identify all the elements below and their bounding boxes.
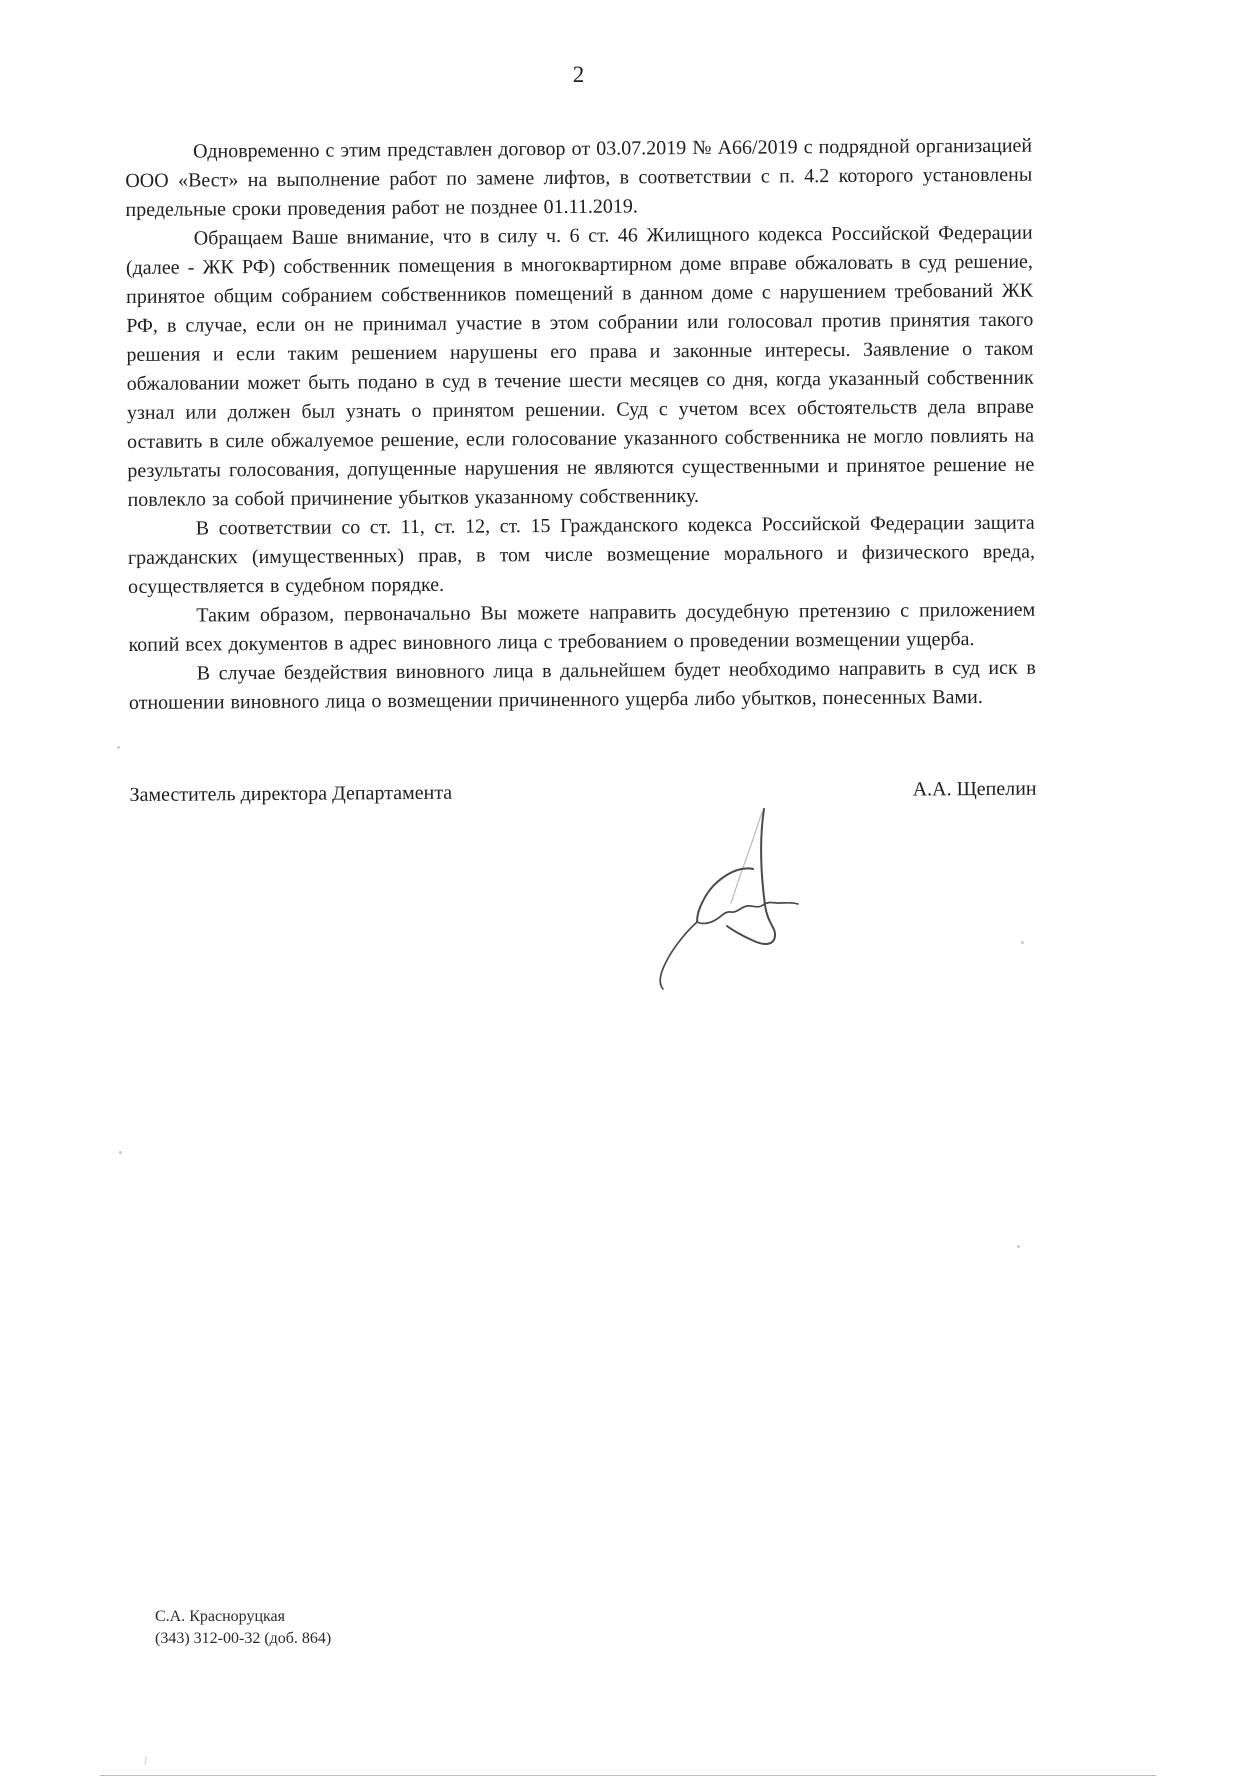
signer-position: Заместитель директора Департамента bbox=[129, 781, 453, 806]
paragraph: В соответствии со ст. 11, ст. 12, ст. 15 Гражданского кодекса Российской Федерации защита гражданских (имущественных) прав, в том числе возмещение морального и физического вреда, осуществляется в судебном порядке. bbox=[127, 511, 1035, 598]
paragraph: В случае бездействия виновного лица в дальнейшем будет необходимо направить в суд иск в отношении виновного лица о возмещении причиненного ущерба либо убытков, понесенных Вами. bbox=[128, 656, 1036, 714]
executor-name: С.А. Красноруцкая bbox=[155, 1608, 286, 1625]
executor-phone: (343) 312-00-32 (доб. 864) bbox=[155, 1630, 332, 1647]
signature-row bbox=[130, 778, 1037, 807]
scan-speck bbox=[1021, 941, 1024, 944]
paragraph: Одновременно с этим представлен договор от 03.07.2019 № А66/2019 с подрядной организацией ООО «Вест» на выполнение работ по замене лифтов, в соответствии с п. 4.2 которого установлены предельные сроки проведения работ не позднее 01.11.2019. bbox=[125, 134, 1033, 221]
scan-speck bbox=[119, 1151, 122, 1154]
signature-strokes bbox=[660, 809, 798, 989]
paragraph: Обращаем Ваше внимание, что в силу ч. 6 ст. 46 Жилищного кодекса Российской Федерации (далее - ЖК РФ) собственник помещения в многоквартирном доме вправе обжаловать в суд решение, принятое общим собранием собственников помещений в данном доме с нарушением требований ЖК РФ, в случае, если он не принимал участие в этом собрании или голосовал против принятия такого решения и если таким решением нарушены его права и законные интересы. Заявление о таком обжаловании может быть подано в суд в течение шести месяцев со дня, когда указанный собственник узнал или должен был узнать о принятом решении. Суд с учетом всех обстоятельств дела вправе оставить в силе обжалуемое решение, если голосование указанного собственника не могло повлиять на результаты голосования, допущенные нарушения не являются существенными и принятое решение не повлекло за собой причинение убытков указанному собственнику. bbox=[125, 221, 1035, 511]
signer-name: А.А. Щепелин bbox=[912, 777, 1037, 801]
scan-artifact bbox=[144, 1756, 146, 1765]
scan-speck bbox=[117, 746, 120, 749]
page-number: 2 bbox=[572, 62, 585, 87]
executor-block bbox=[155, 1606, 331, 1650]
paragraph: Таким образом, первоначально Вы можете направить досудебную претензию с приложением копий всех документов в адрес виновного лица с требованием о проведении возмещении ущерба. bbox=[128, 598, 1036, 656]
letter-body bbox=[125, 132, 1037, 807]
scan-speck bbox=[1017, 1245, 1020, 1248]
scan-edge-line bbox=[100, 1775, 1156, 1776]
